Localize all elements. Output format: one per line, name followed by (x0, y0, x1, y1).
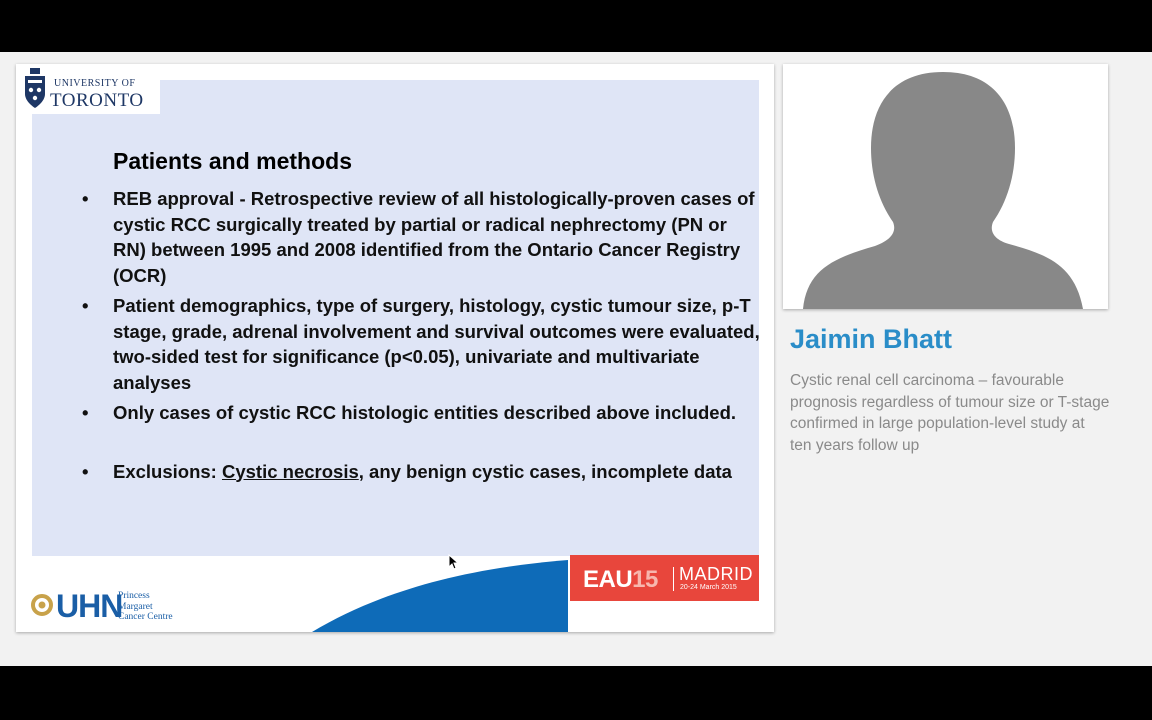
bullet-text: REB approval - Retrospective review of all histologically-proven cases of cystic RCC surgically treated by partial or radical nephrectomy (PN or RN) between 1995 and 2008 identified from the Ontario Cancer Registry (OCR) (113, 188, 755, 286)
bullet-item (82, 186, 762, 288)
bullet-text: , any benign cystic cases, incomplete data (358, 460, 732, 482)
eau15-madrid-badge (570, 555, 759, 601)
bullet-underlined-text: Cystic necrosis (221, 460, 359, 482)
crest-icon (24, 68, 46, 110)
uhn-swirl-icon (30, 590, 56, 620)
uhn-subtitle-line: Cancer Centre (118, 612, 173, 622)
bullet-dot: • (82, 188, 89, 209)
logo-line-university: UNIVERSITY OF (54, 78, 136, 89)
uhn-logo (30, 584, 190, 626)
badge-dates: 20-24 March 2015 (680, 584, 737, 591)
bullet-text: Exclusions: (113, 460, 222, 482)
badge-city: MADRID (679, 564, 753, 584)
speaker-photo (783, 64, 1108, 309)
bullet-item (82, 293, 762, 395)
uhn-subtitle-line: Margaret (118, 601, 153, 612)
bullet-dot: • (82, 460, 89, 482)
uhn-wordmark: UHN (56, 588, 123, 624)
bullet-text: Patient demographics, type of surgery, histology, cystic tumour size, p-T stage, grade, adrenal involvement and survival outcomes were evaluated, two-sided test for significance (p<0.05), univariate and multivariate analyses (113, 295, 760, 393)
bullet-item (82, 459, 762, 485)
bullet-dot: • (82, 402, 89, 423)
uhn-subtitle-line: Princess (118, 591, 150, 601)
talk-title: Cystic renal cell carcinoma – favourable prognosis regardless of tumour size or T-stage confirmed in large population-level study at ten years follow up (790, 372, 1110, 454)
bullet-text: Only cases of cystic RCC histologic entities described above included. (113, 402, 737, 423)
slide (16, 64, 774, 632)
uhn-subtitle (118, 591, 173, 623)
badge-brand (583, 566, 658, 594)
badge-number: 15 (632, 566, 658, 593)
speaker-name: Jaimin Bhatt (790, 324, 953, 354)
person-silhouette-icon (783, 64, 1108, 309)
bullet-list (82, 186, 762, 489)
bullet-item (82, 400, 762, 426)
bullet-dot: • (82, 295, 89, 316)
presentation-player (0, 52, 1152, 666)
logo-line-toronto: TORONTO (50, 90, 144, 111)
badge-divider (673, 567, 674, 591)
slide-title: Patients and methods (113, 148, 352, 174)
badge-brand-text: EAU (583, 566, 633, 593)
slide-content-panel (32, 80, 759, 556)
university-of-toronto-logo (16, 64, 160, 114)
mouse-cursor-icon (448, 554, 458, 570)
